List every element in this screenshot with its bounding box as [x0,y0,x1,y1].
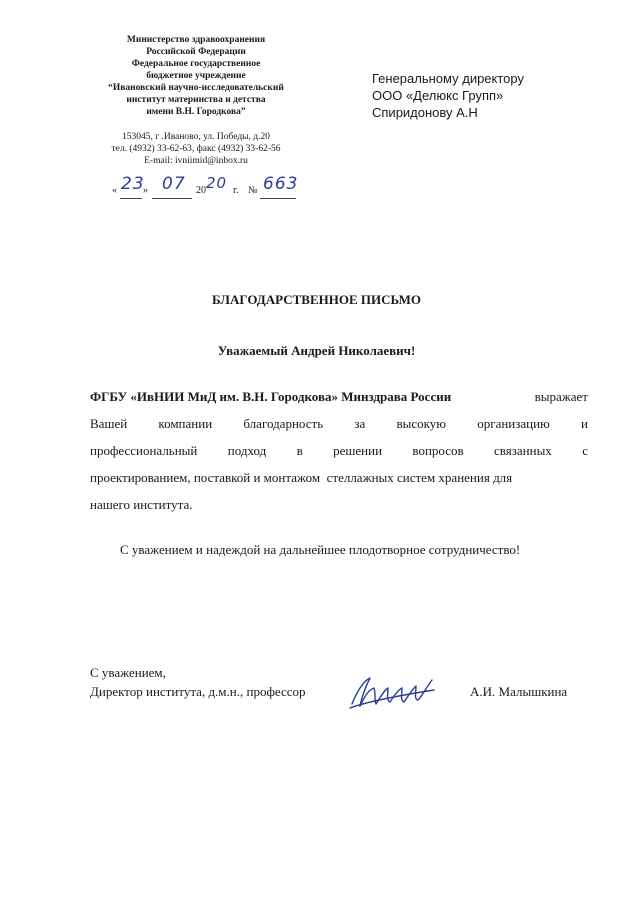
org-line: “Ивановский научно-исследовательский [108,83,284,93]
year-label: г. [233,185,239,196]
body-word: с [582,443,588,458]
letterhead-address [96,131,296,167]
quote-open: « [112,185,117,196]
body-line [90,437,588,464]
body-word: высокую [396,416,446,431]
handwritten-year: 20 [206,174,228,192]
body-word: организацию [477,416,550,431]
handwritten-signature [346,672,438,712]
body-word: за [354,416,366,431]
body-line [90,383,588,410]
month-underline [152,198,192,199]
body-word: решении [333,443,383,458]
handwritten-month: 07 [162,174,186,194]
org-line: Российской Федерации [146,47,246,57]
org-line: имени В.Н. Городкова” [146,107,246,117]
registration-line [112,174,302,204]
signature-regards: С уважением, [90,665,166,680]
handwritten-number: 663 [263,174,299,194]
year-prefix: 20 [196,185,206,196]
org-line: Министерство здравоохранения [126,35,266,45]
letter-greeting: Уважаемый Андрей Николаевич! [217,343,416,358]
closing-sentence: С уважением и надеждой на дальнейшее плодотворное сотрудничество! [120,542,521,557]
body-line [90,410,588,437]
signatory-name: А.И. Малышкина [470,684,568,699]
handwritten-day: 23 [121,174,145,194]
letterhead-organization [96,34,296,118]
address-line: E-mail: ivniimid@inbox.ru [144,156,248,166]
address-line: 153045, г .Иваново, ул. Победы, д.20 [122,132,270,142]
body-word: выражает [534,389,588,404]
body-word: благодарность [243,416,324,431]
body-word: вопросов [412,443,464,458]
number-underline [260,198,296,199]
body-text-line: нашего института. [90,497,193,512]
body-word: связанных [494,443,552,458]
body-word: в [296,443,303,458]
addressee-line: Генеральному директору [372,71,524,86]
letter-title: БЛАГОДАРСТВЕННОЕ ПИСЬМО [212,292,421,307]
letter-body [90,383,588,518]
addressee-line: ООО «Делюкс Групп» [372,88,504,103]
body-word: профессиональный [90,443,198,458]
addressee-line: Спиридонову А.Н [372,105,478,120]
org-line: Федеральное государственное [131,59,261,69]
body-word: компании [158,416,213,431]
body-line [90,491,588,518]
org-line: институт материнства и детства [126,95,266,105]
body-line [90,464,588,491]
body-word: и [581,416,588,431]
address-line: тел. (4932) 33-62-63, факс (4932) 33-62-56 [111,144,281,154]
addressee-block [372,70,524,121]
body-word: подход [227,443,267,458]
signatory-position: Директор института, д.м.н., профессор [90,684,306,699]
quote-close: » [143,185,148,196]
body-text-line: проектированием, поставкой и монтажом стеллажных систем хранения для [90,470,513,485]
body-word: Вашей [90,416,128,431]
day-underline [120,198,142,199]
number-label: № [248,185,258,196]
body-organization: ФГБУ «ИвНИИ МиД им. В.Н. Городкова» Минздрава России [90,389,452,404]
org-line: бюджетное учреждение [146,71,246,81]
